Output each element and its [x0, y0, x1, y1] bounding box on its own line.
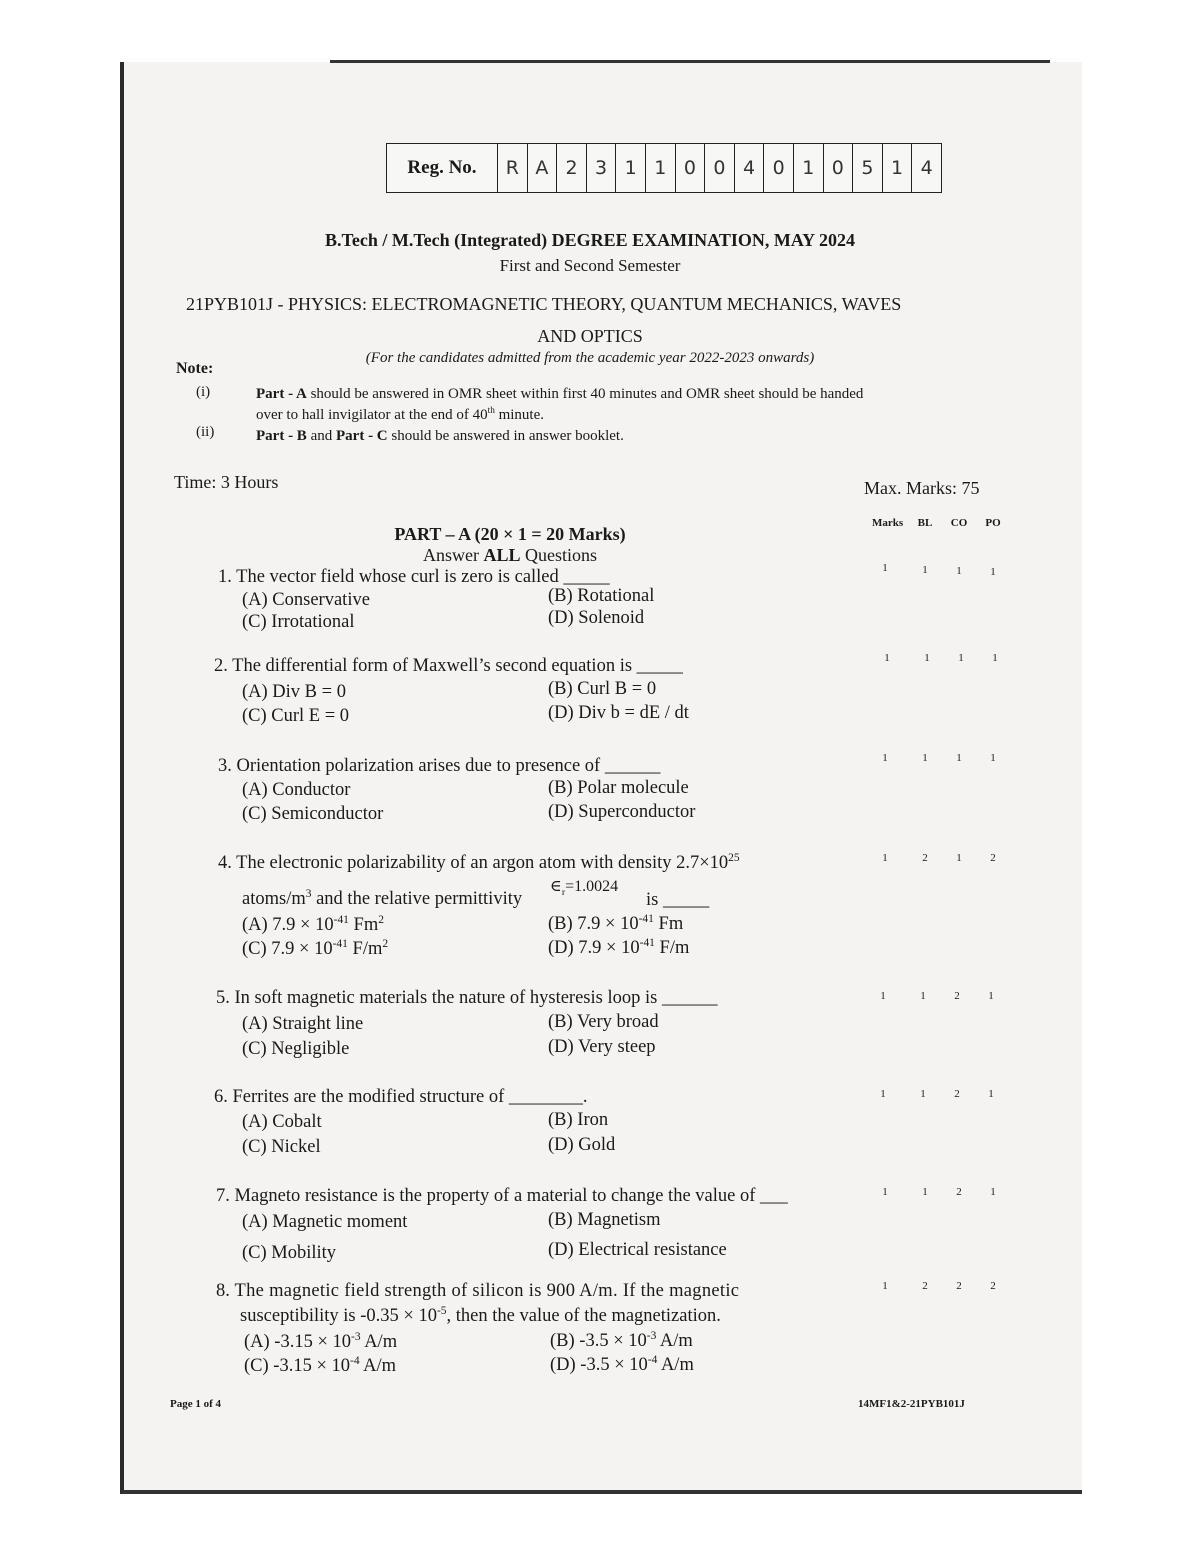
q7-co: 2: [956, 1186, 962, 1198]
q5-bl: 1: [920, 990, 926, 1002]
question-3: 3. Orientation polarization arises due to presence of ______: [218, 756, 661, 776]
reg-digit: 0: [705, 144, 735, 192]
q8-option-a: (A) $-3.15 \times 10^{-3}$ A/m: [244, 1331, 398, 1353]
q2-bl: 1: [924, 652, 930, 664]
q4-option-b: (B) $7.9 \times 10^{-41}$ Fm: [548, 913, 684, 935]
reg-digit: R: [498, 144, 528, 192]
reg-digit: 4: [920, 157, 933, 179]
question-7: 7. Magneto resistance is the property of a material to change the value of ___: [216, 1186, 788, 1206]
reg-label: Reg. No.: [387, 144, 498, 192]
note-part-a: Part - A: [256, 386, 307, 402]
q1-option-a: (A) Conservative: [242, 590, 370, 610]
reg-digit: 2: [557, 144, 587, 192]
q8-bl: 2: [922, 1280, 928, 1292]
q2-po: 1: [992, 652, 998, 664]
relative-permittivity: $\in_r=1.0024$: [550, 878, 619, 899]
col-bl: BL: [917, 517, 933, 529]
q5-marks: 1: [880, 990, 886, 1002]
q4-po: 2: [990, 852, 996, 864]
q4-option-d: (D) $7.9 \times 10^{-41}$ F/m: [548, 937, 690, 959]
question-8-line2: susceptibility is $-0.35 \times 10^{-5}$, then the value of the magnetization.: [240, 1305, 721, 1327]
q5-co: 2: [954, 990, 960, 1002]
q3-marks: 1: [882, 752, 888, 764]
col-marks: Marks: [872, 517, 904, 529]
question-2: 2. The differential form of Maxwell’s second equation is _____: [214, 656, 683, 676]
q4-bl: 2: [922, 852, 928, 864]
question-4-line2: atoms/$m^3$ and the relative permittivity: [242, 888, 523, 910]
note-num: (i): [196, 384, 211, 400]
q1-option-c: (C) Irrotational: [242, 612, 355, 632]
q6-option-b: (B) Iron: [548, 1110, 609, 1130]
q8-option-b: (B) $-3.5 \times 10^{-3}$ A/m: [550, 1330, 693, 1352]
q4-marks: 1: [882, 852, 888, 864]
q7-po: 1: [990, 1186, 996, 1198]
reg-digit: 1: [794, 144, 824, 192]
q3-bl: 1: [922, 752, 928, 764]
paper-code: 14MF1&2-21PYB101J: [858, 1398, 965, 1410]
q3-option-b: (B) Polar molecule: [548, 778, 689, 798]
page-edge: [330, 60, 1050, 63]
q5-option-b: (B) Very broad: [548, 1012, 659, 1032]
reg-digit: 1: [883, 144, 913, 192]
note-num: (ii): [196, 424, 215, 440]
q8-co: 2: [956, 1280, 962, 1292]
max-marks: Max. Marks: 75: [864, 478, 980, 498]
part-a-instruction: Answer ALL Questions: [422, 545, 597, 565]
reg-digit: 0: [824, 144, 854, 192]
q1-marks: 1: [882, 562, 888, 574]
part-a-title: PART – A (20 × 1 = 20 Marks): [394, 524, 626, 544]
q8-marks: 1: [882, 1280, 888, 1292]
note-item-1-cont: over to hall invigilator at the end of 40th minute.: [256, 406, 545, 423]
admitted-note: (For the candidates admitted from the academic year 2022-2023 onwards): [365, 350, 815, 366]
q5-option-a: (A) Straight line: [242, 1014, 364, 1034]
q2-option-a: (A) Div B = 0: [242, 682, 346, 702]
q8-option-d: (D) $-3.5 \times 10^{-4}$ A/m: [550, 1354, 694, 1376]
exam-title: B.Tech / M.Tech (Integrated) DEGREE EXAMINATION, MAY 2024: [324, 230, 855, 250]
q6-marks: 1: [880, 1088, 886, 1100]
course-title-line2: AND OPTICS: [537, 326, 643, 346]
q2-option-d: (D) Div b = dE / dt: [548, 703, 689, 723]
q4-option-a: (A) $7.9 \times 10^{-41}$ Fm$^2$: [242, 914, 384, 936]
q3-option-d: (D) Superconductor: [548, 802, 696, 822]
q1-bl: 1: [922, 564, 928, 576]
course-title-line1: 21PYB101J - PHYSICS: ELECTROMAGNETIC THEORY, QUANTUM MECHANICS, WAVES: [186, 294, 902, 314]
reg-digit: 3: [587, 144, 617, 192]
q6-option-c: (C) Nickel: [242, 1137, 321, 1157]
q3-co: 1: [956, 752, 962, 764]
q7-bl: 1: [922, 1186, 928, 1198]
reg-digit: 1: [616, 144, 646, 192]
q1-co: 1: [956, 565, 962, 577]
q2-co: 1: [958, 652, 964, 664]
col-co: CO: [950, 517, 968, 529]
q1-po: 1: [990, 566, 996, 578]
q8-po: 2: [990, 1280, 996, 1292]
q4-option-c: (C) $7.9 \times 10^{-41}$ $F/m^2$: [242, 938, 389, 960]
q3-option-c: (C) Semiconductor: [242, 804, 384, 824]
q2-marks: 1: [884, 652, 890, 664]
question-1: 1. The vector field whose curl is zero is called _____: [218, 567, 610, 587]
q6-option-d: (D) Gold: [548, 1135, 616, 1155]
note-item-1: Part - A should be answered in OMR sheet within first 40 minutes and OMR sheet should be handed: [256, 386, 864, 402]
q6-co: 2: [954, 1088, 960, 1100]
q2-option-b: (B) Curl B = 0: [548, 679, 657, 699]
reg-digit: 0: [764, 144, 794, 192]
page-number: Page 1 of 4: [170, 1398, 222, 1410]
q5-option-c: (C) Negligible: [242, 1039, 350, 1059]
q6-po: 1: [988, 1088, 994, 1100]
question-8: 8. The magnetic field strength of silicon is 900 A/m. If the magnetic: [216, 1281, 740, 1301]
q6-option-a: (A) Cobalt: [242, 1112, 322, 1132]
reg-digit: 5: [853, 144, 883, 192]
note-label: Note:: [176, 360, 214, 377]
question-4-blank: is _____: [646, 890, 710, 910]
question-5: 5. In soft magnetic materials the nature of hysteresis loop is ______: [216, 988, 718, 1008]
q3-option-a: (A) Conductor: [242, 780, 351, 800]
time-allowed: Time: 3 Hours: [174, 472, 279, 492]
note-item-2: Part - B and Part - C should be answered in answer booklet.: [256, 428, 624, 444]
reg-digit: A: [528, 144, 558, 192]
col-po: PO: [985, 517, 1001, 529]
reg-digit: 0: [676, 144, 706, 192]
reg-digit: 4: [735, 144, 765, 192]
q3-po: 1: [990, 752, 996, 764]
question-6: 6. Ferrites are the modified structure of ________.: [214, 1087, 588, 1107]
q5-po: 1: [988, 990, 994, 1002]
q8-option-c: (C) $-3.15 \times 10^{-4}$ A/m: [244, 1355, 397, 1377]
q2-option-c: (C) Curl E = 0: [242, 706, 350, 726]
q4-co: 1: [956, 852, 962, 864]
q7-option-b: (B) Magnetism: [548, 1210, 661, 1230]
question-4: 4. The electronic polarizability of an argon atom with density $2.7\times 10^{25}$: [218, 852, 740, 874]
reg-number-box: [386, 143, 942, 193]
q7-option-c: (C) Mobility: [242, 1243, 337, 1263]
q6-bl: 1: [920, 1088, 926, 1100]
q5-option-d: (D) Very steep: [548, 1037, 656, 1057]
reg-digit: 1: [646, 144, 676, 192]
q7-marks: 1: [882, 1186, 888, 1198]
q1-option-d: (D) Solenoid: [548, 608, 645, 628]
semester: First and Second Semester: [499, 256, 681, 275]
q7-option-a: (A) Magnetic moment: [242, 1212, 408, 1232]
q1-option-b: (B) Rotational: [548, 586, 655, 606]
q7-option-d: (D) Electrical resistance: [548, 1240, 727, 1260]
